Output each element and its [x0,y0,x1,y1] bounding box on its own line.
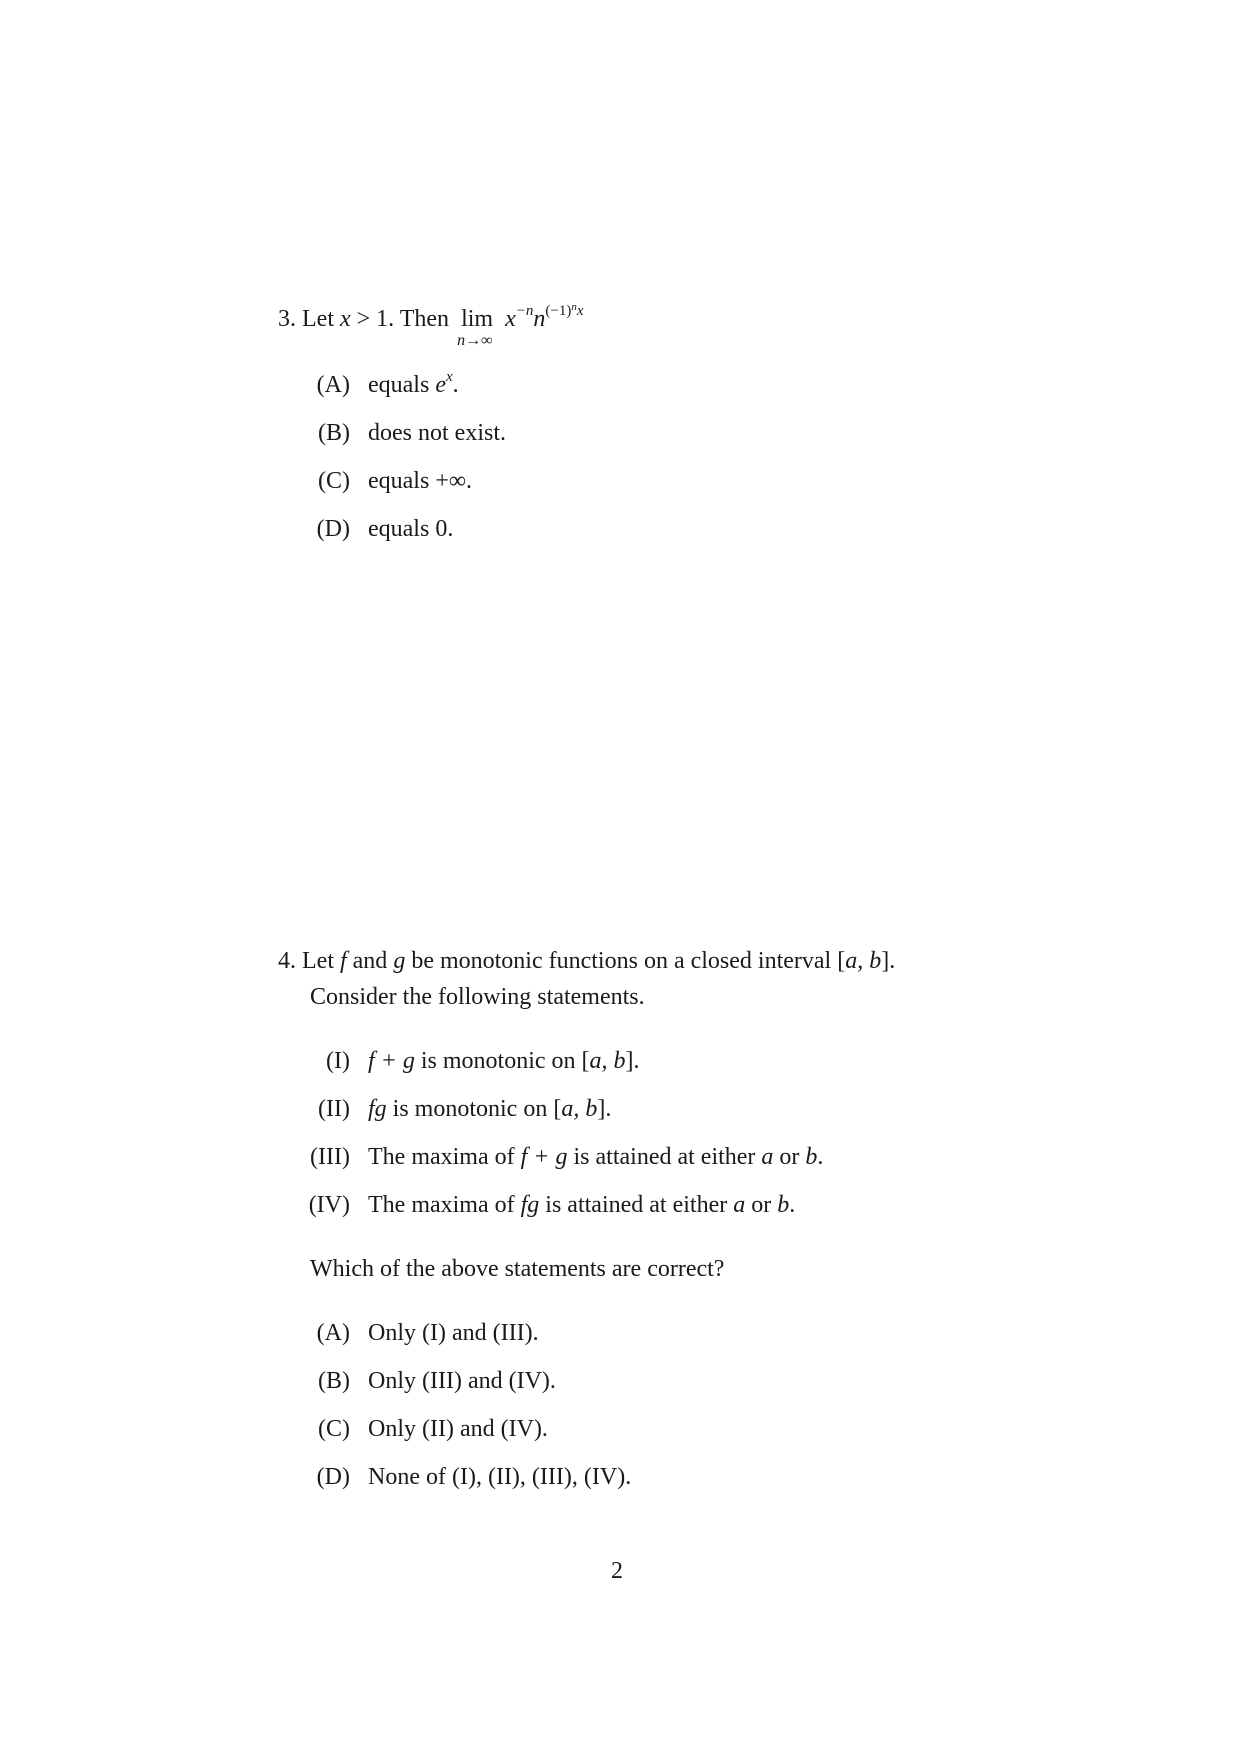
q3-option-b: (B) does not exist. [318,420,506,446]
question-3-stem: 3. Let x > 1. Then lim n→∞ $x^{-n}n^{(-1)nx}$ [278,301,584,349]
q4-statement-iv: (IV) The maxima of fg is attained at either a or b. [308,1192,796,1218]
q4-statement-ii: (II) fg is monotonic on [a, b]. [318,1096,612,1122]
question-4-stem-line2: Consider the following statements. [310,984,645,1010]
q3-option-c: (C) equals +∞. [318,468,472,494]
q4-option-a: (A) Only (I) and (III). [316,1320,539,1346]
q4-option-c: (C) Only (II) and (IV). [318,1416,548,1442]
q4-statement-iii: (III) The maxima of f + g is attained at either a or b. [310,1144,824,1170]
question-4-stem-line1: 4. Let f and g be monotonic functions on a closed interval [a, b]. [278,948,896,974]
page-number: 2 [611,1558,623,1584]
q4-option-d: (D) None of (I), (II), (III), (IV). [316,1464,632,1490]
q3-option-d: (D) equals 0. [316,516,454,542]
q3-option-a: (A) equals $e^x$. [316,369,459,398]
question-number: 4. [278,948,296,974]
q4-option-b: (B) Only (III) and (IV). [318,1368,556,1394]
limit-operator: lim n→∞ [457,306,494,349]
question-number: 3. [278,306,296,332]
q4-question-prompt: Which of the above statements are correct? [310,1256,725,1282]
q4-statement-i: (I) f + g is monotonic on [a, b]. [326,1048,640,1074]
